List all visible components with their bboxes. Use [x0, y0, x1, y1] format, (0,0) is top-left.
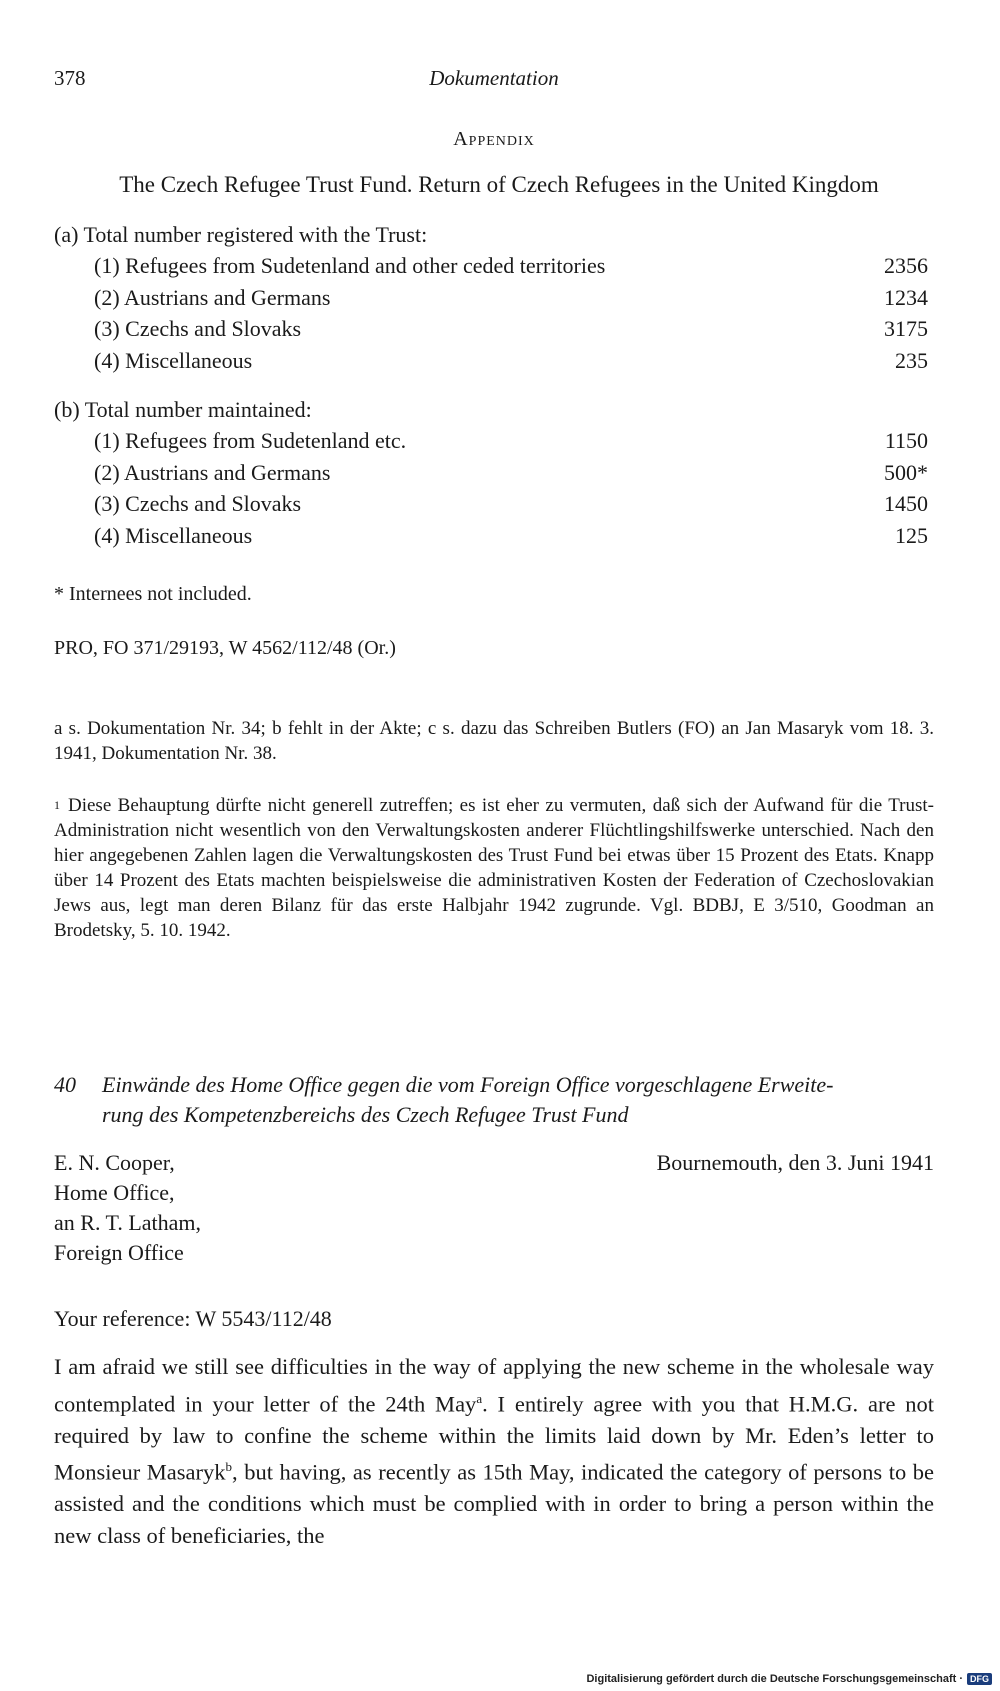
row-value: 235	[895, 347, 928, 373]
dfg-logo: DFG	[967, 1673, 992, 1685]
row-label: (4) Miscellaneous	[94, 347, 253, 373]
row-value: 125	[895, 522, 928, 548]
table-row	[54, 250, 928, 282]
row-label: (3) Czechs and Slovaks	[94, 316, 302, 341]
section-a-heading: (a) Total number registered with the Trust:	[54, 222, 428, 247]
row-label: (3) Czechs and Slovaks	[94, 491, 302, 516]
letter-body	[54, 1351, 934, 1551]
table-row	[54, 457, 928, 489]
row-value: 500*	[884, 459, 928, 485]
row-value: 1234	[884, 284, 928, 310]
appendix-heading: Appendix	[453, 128, 535, 150]
row-value: 1150	[884, 428, 928, 453]
sender-line: Home Office,	[54, 1180, 175, 1205]
page-number: 378	[54, 66, 86, 90]
body-text: . I entirely agree with you that H.M.G. are not required by law to confine the scheme within the limits laid down by Mr. Eden’s letter to Monsieur Masaryk	[54, 1391, 934, 1485]
table-title: The Czech Refugee Trust Fund. Return of Czech Refugees in the United Kingdom	[119, 172, 879, 197]
sender-block	[54, 1148, 201, 1268]
row-label: (2) Austrians and Germans	[94, 459, 331, 485]
table-row	[54, 313, 928, 345]
section-a	[54, 219, 928, 376]
sender-line: Foreign Office	[54, 1240, 184, 1265]
table-note: * Internees not included.	[54, 583, 252, 605]
running-title: Dokumentation	[429, 66, 559, 90]
row-label: (1) Refugees from Sudetenland and other ceded territories	[94, 253, 606, 278]
reference-line: Your reference: W 5543/112/48	[54, 1306, 332, 1331]
document-number: 40	[54, 1072, 76, 1097]
table-row	[54, 425, 928, 457]
sender-line: E. N. Cooper,	[54, 1150, 175, 1175]
body-text: , but having, as recently as 15th May, indicated the category of persons to be assisted and the conditions which must be complied with in order to bring a person within the new class of beneficiaries, the	[54, 1459, 934, 1548]
archive-source: PRO, FO 371/29193, W 4562/112/48 (Or.)	[54, 637, 396, 659]
row-label: (4) Miscellaneous	[94, 522, 253, 548]
body-text: I am afraid we still see difficulties in the way of applying the new scheme in the wholesale way contemplated in your letter of the 24th May	[54, 1354, 934, 1416]
table-row	[54, 345, 928, 377]
row-value: 1450	[884, 491, 928, 516]
dateline: Bournemouth, den 3. Juni 1941	[656, 1150, 934, 1175]
document-title-line1: Einwände des Home Office gegen die vom Foreign Office vorgeschlagene Erweite-	[102, 1072, 834, 1097]
row-label: (1) Refugees from Sudetenland etc.	[94, 428, 407, 453]
footnote-marker: 1	[54, 798, 60, 812]
footnote-1	[54, 793, 934, 943]
footnote-ref-a: a	[476, 1390, 483, 1406]
row-label: (2) Austrians and Germans	[94, 284, 331, 310]
section-b	[54, 394, 928, 551]
section-b-heading: (b) Total number maintained:	[54, 397, 312, 422]
footnote-ref-b: b	[225, 1459, 233, 1474]
digitization-credit	[586, 1673, 992, 1685]
sender-line: an R. T. Latham,	[54, 1210, 202, 1235]
row-value: 3175	[884, 316, 928, 341]
table-row	[54, 520, 928, 552]
footnote-text: Diese Behauptung dürfte nicht generell zutreffen; es ist eher zu vermuten, daß sich der Aufwand für die Trust-Administration nicht wesentlich von den Verwaltungskosten anderer Flüchtlingshilfswerke unterschied. Nach den hier angegebenen Zahlen lagen die Verwaltungskosten des Trust Fund bei etwas über 15 Prozent des Etats. Knapp über 14 Prozent des Etats machten beispielsweise die administrativen Kosten der Federation of Czechoslovakian Jews aus, legt man deren Bilanz für das erste Halbjahr 1942 zugrunde. Vgl. BDBJ, E 3/510, Goodman an Brodetsky, 5. 10. 1942.	[54, 795, 934, 941]
credit-text: Digitalisierung gefördert durch die Deutsche Forschungsgemeinschaft ·	[586, 1673, 963, 1685]
row-value: 2356	[884, 253, 928, 278]
letter-footnotes: a s. Dokumentation Nr. 34; b fehlt in der Akte; c s. dazu das Schreiben Butlers (FO) an Jan Masaryk vom 18. 3. 1941, Dokumentation Nr. 38.	[54, 718, 934, 764]
document-title-line2: rung des Kompetenzbereichs des Czech Refugee Trust Fund	[102, 1102, 629, 1127]
table-row	[54, 282, 928, 314]
table-row	[54, 488, 928, 520]
document-title	[54, 1070, 934, 1130]
